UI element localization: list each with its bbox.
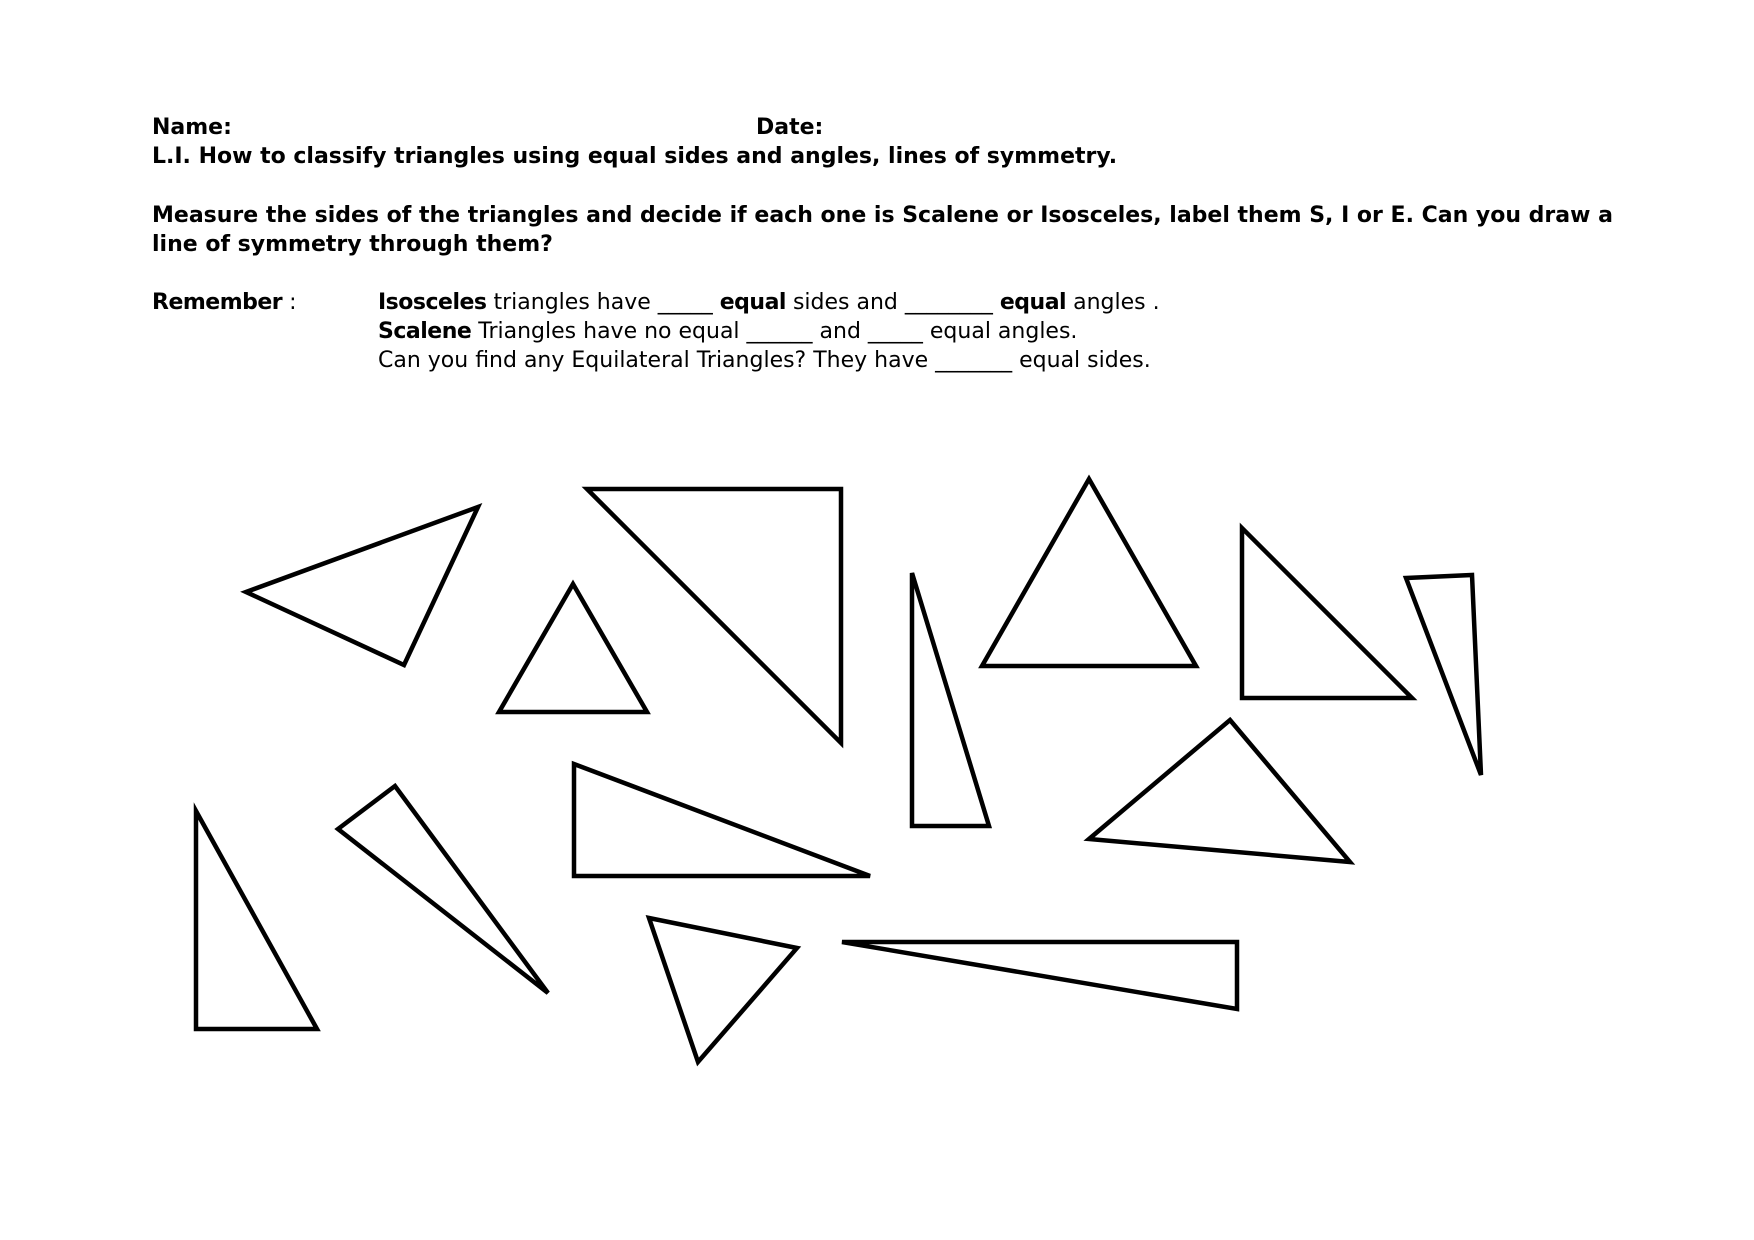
remember-colon: : xyxy=(282,290,297,315)
triangle-7 xyxy=(1406,575,1481,775)
triangle-5 xyxy=(982,479,1196,666)
triangle-6 xyxy=(1242,528,1412,698)
remember-line-equilateral: Can you find any Equilateral Triangles? They have _______ equal sides. xyxy=(378,348,1151,373)
scalene-text: Triangles have no equal ______ and _____ equal angles. xyxy=(471,319,1078,344)
triangle-9 xyxy=(574,764,870,876)
triangle-10 xyxy=(196,811,317,1029)
triangle-1 xyxy=(246,507,478,665)
triangle-12 xyxy=(649,918,797,1062)
isosceles-text-1: triangles have _____ xyxy=(486,290,720,315)
isosceles-text-3: angles . xyxy=(1066,290,1160,315)
triangle-2 xyxy=(587,489,841,743)
scalene-term: Scalene xyxy=(378,319,472,344)
isosceles-term: Isosceles xyxy=(378,290,487,315)
name-label: Name: xyxy=(152,115,232,140)
remember-word: Remember xyxy=(152,290,283,315)
equal-word-1: equal xyxy=(719,290,786,315)
learning-intention: L.I. How to classify triangles using equal sides and angles, lines of symmetry. xyxy=(152,144,1118,169)
triangle-8 xyxy=(1089,720,1350,862)
equal-word-2: equal xyxy=(999,290,1067,315)
triangle-4 xyxy=(912,573,989,826)
date-label: Date: xyxy=(756,115,824,140)
instructions-line-2: line of symmetry through them? xyxy=(152,232,553,257)
isosceles-text-2: sides and ________ xyxy=(785,290,1000,315)
instructions-line-1: Measure the sides of the triangles and decide if each one is Scalene or Isosceles, label them S, I or E. Can you draw a xyxy=(152,203,1613,228)
triangle-13 xyxy=(842,942,1237,1009)
triangle-11 xyxy=(338,786,548,993)
triangle-3 xyxy=(499,584,647,712)
